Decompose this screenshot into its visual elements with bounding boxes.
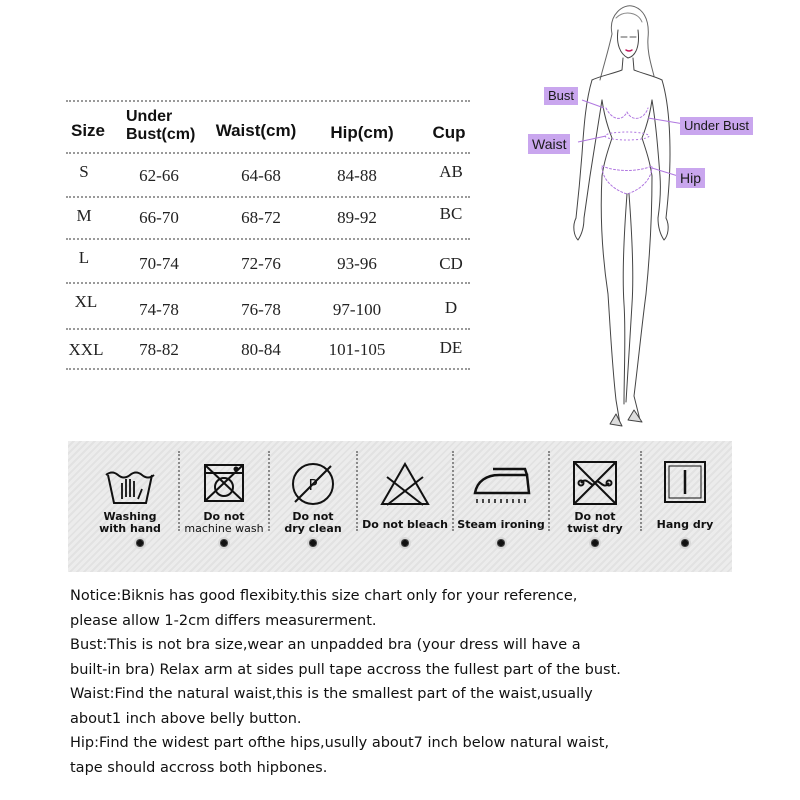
care-label: [84, 511, 176, 535]
care-label-line2: machine wash: [184, 522, 264, 535]
cell-hip: 93-96: [337, 254, 377, 273]
care-label: [358, 519, 452, 531]
header-under-bust-line2: Bust(cm): [126, 126, 196, 143]
care-label-line1: Do not: [574, 510, 616, 523]
hip-label: Hip: [676, 168, 705, 188]
rivet-icon: [134, 537, 146, 549]
notice-line: about1 inch above belly button.: [70, 710, 302, 727]
table-divider: [66, 368, 470, 370]
model-sketch: [520, 4, 800, 432]
care-item-no-dry-clean: [270, 441, 356, 572]
body-measurement-figure: [520, 4, 800, 432]
table-divider: [66, 196, 470, 198]
cell-size: L: [78, 248, 90, 267]
cell-hip: 101-105: [328, 340, 386, 359]
cell-size: XXL: [68, 340, 104, 359]
care-item-steam-ironing: [454, 441, 548, 572]
cell-under-bust: 62-66: [139, 166, 179, 185]
header-under-bust-line1: Under: [126, 108, 173, 125]
rivet-icon: [307, 537, 319, 549]
notice-line: please allow 1-2cm differs measurerment.: [70, 612, 377, 629]
cell-cup: D: [444, 298, 458, 317]
no-machine-wash-icon: [202, 461, 246, 505]
care-item-no-machine-wash: [180, 441, 268, 572]
rivet-icon: [218, 537, 230, 549]
table-divider: [66, 100, 470, 102]
table-divider: [66, 238, 470, 240]
cell-hip: 84-88: [337, 166, 377, 185]
rivet-icon: [495, 537, 507, 549]
under-bust-label: Under Bust: [680, 117, 753, 135]
notice-line: Hip:Find the widest part ofthe hips,usully about7 inch below natural waist,: [70, 735, 610, 751]
cell-waist: 76-78: [241, 300, 281, 319]
care-label-line1: Steam ironing: [457, 518, 545, 531]
care-item-no-twist-dry: [550, 441, 640, 572]
notice-line: Notice:Biknis has good flexibity.this size chart only for your reference,: [70, 588, 578, 604]
cell-size: S: [79, 162, 89, 181]
notice-text: [70, 584, 770, 780]
rivet-icon: [589, 537, 601, 549]
care-label-line1: Hang dry: [656, 518, 714, 531]
care-label-line2: twist dry: [567, 522, 623, 535]
header-under-bust: [126, 108, 206, 144]
table-divider: [66, 328, 470, 330]
care-label: [180, 511, 268, 535]
header-size: Size: [70, 121, 106, 140]
care-label: [550, 511, 640, 535]
no-twist-dry-icon: [571, 459, 619, 507]
header-hip: Hip(cm): [330, 123, 394, 142]
cell-under-bust: 78-82: [139, 340, 179, 359]
cell-cup: CD: [439, 254, 463, 273]
table-divider: [66, 152, 470, 154]
notice-line: tape should accross both hipbones.: [70, 759, 328, 776]
header-cup: Cup: [432, 123, 466, 142]
cell-hip: 97-100: [332, 300, 382, 319]
care-label-line1: Do not: [203, 510, 245, 523]
cell-size: M: [76, 206, 92, 225]
cell-cup: BC: [439, 204, 463, 223]
table-divider: [66, 282, 470, 284]
washing-with-hand-icon: [104, 461, 156, 507]
no-bleach-icon: [379, 461, 431, 507]
waist-label: Waist: [528, 134, 570, 154]
hang-dry-icon: [662, 459, 708, 505]
care-item-no-bleach: [358, 441, 452, 572]
cell-under-bust: 66-70: [139, 208, 179, 227]
cell-size: XL: [74, 292, 98, 311]
care-label: [454, 519, 548, 531]
cell-cup: AB: [439, 162, 463, 181]
notice-line: built-in bra) Relax arm at sides pull tape accross the fullest part of the bust.: [70, 661, 621, 678]
care-instructions-strip: [68, 441, 732, 572]
cell-hip: 89-92: [337, 208, 377, 227]
no-dry-clean-icon: [290, 461, 336, 507]
notice-line: Bust:This is not bra size,wear an unpadded bra (your dress will have a: [70, 637, 581, 653]
cell-under-bust: 74-78: [139, 300, 179, 319]
care-item-hang-dry: [642, 441, 728, 572]
rivet-icon: [399, 537, 411, 549]
care-label-line1: Do not: [292, 510, 334, 523]
rivet-icon: [679, 537, 691, 549]
notice-line: Waist:Find the natural waist,this is the smallest part of the waist,usually: [70, 686, 593, 702]
bust-label: Bust: [544, 87, 578, 105]
care-label-line1: Do not bleach: [362, 518, 448, 531]
cell-under-bust: 70-74: [139, 254, 179, 273]
cell-waist: 64-68: [241, 166, 281, 185]
cell-cup: DE: [439, 338, 463, 357]
cell-waist: 80-84: [241, 340, 281, 359]
cell-waist: 72-76: [241, 254, 281, 273]
care-item-washing-with-hand: [84, 441, 176, 572]
care-label: [270, 511, 356, 535]
steam-ironing-icon: [469, 463, 533, 505]
care-label-line2: dry clean: [284, 522, 342, 535]
care-label-line1: Washing: [103, 510, 157, 523]
header-waist: Waist(cm): [215, 121, 297, 140]
dry-clean-letter: P: [308, 476, 318, 494]
care-label: [642, 519, 728, 531]
cell-waist: 68-72: [241, 208, 281, 227]
care-label-line2: with hand: [99, 522, 161, 535]
